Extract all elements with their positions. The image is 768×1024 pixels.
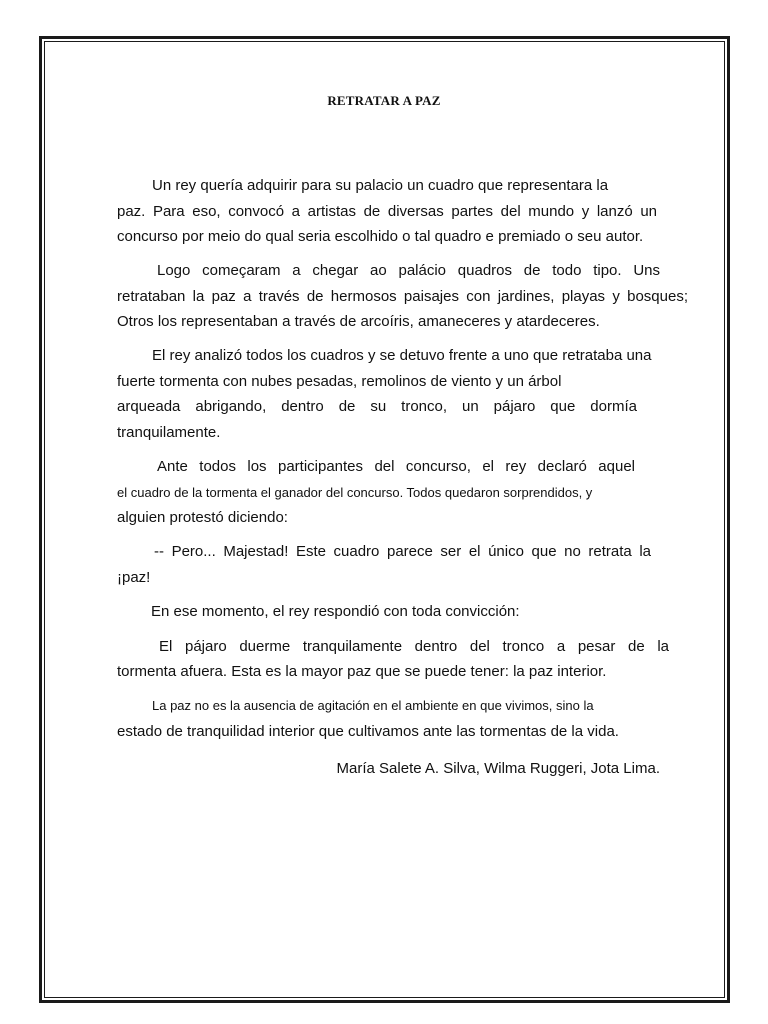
text-line: Un rey quería adquirir para su palacio un cuadro que representara la <box>152 177 609 194</box>
text-line: el cuadro de la tormenta el ganador del concurso. Todos quedaron sorprendidos, y <box>117 485 593 500</box>
text-line: tormenta afuera. Esta es la mayor paz que se puede tener: la paz interior. <box>117 663 607 680</box>
text-line: retrataban la paz a través de hermosos paisajes con jardines, playas y bosques; <box>117 288 688 305</box>
text-line: arqueada abrigando, dentro de su tronco, un pájaro que dormía <box>117 398 637 415</box>
text-line: En ese momento, el rey respondió con toda convicción: <box>151 603 520 620</box>
text-line: concurso por meio do qual seria escolhido o tal quadro e premiado o seu autor. <box>117 228 644 245</box>
text-line: -- Pero... Majestad! Este cuadro parece ser el único que no retrata la <box>154 543 651 560</box>
text-line: tranquilamente. <box>117 424 221 441</box>
text-line: alguien protestó diciendo: <box>117 509 288 526</box>
text-line: paz. Para eso, convocó a artistas de diversas partes del mundo y lanzó un <box>117 203 657 220</box>
signature: María Salete A. Silva, Wilma Ruggeri, Jota Lima. <box>336 760 660 777</box>
text-line: ¡paz! <box>117 569 151 586</box>
text-line: Ante todos los participantes del concurso, el rey declaró aquel <box>157 458 635 475</box>
text-line: estado de tranquilidad interior que cultivamos ante las tormentas de la vida. <box>117 723 619 740</box>
text-line: fuerte tormenta con nubes pesadas, remolinos de viento y un árbol <box>117 373 562 390</box>
text-line: La paz no es la ausencia de agitación en el ambiente en que vivimos, sino la <box>152 698 594 713</box>
text-line: El rey analizó todos los cuadros y se detuvo frente a uno que retrataba una <box>152 347 652 364</box>
text-line: Otros los representaban a través de arcoíris, amaneceres y atardeceres. <box>117 313 600 330</box>
document-title: RETRATAR A PAZ <box>327 93 441 108</box>
text-line: El pájaro duerme tranquilamente dentro del tronco a pesar de la <box>159 638 669 655</box>
text-line: Logo começaram a chegar ao palácio quadros de todo tipo. Uns <box>157 262 660 279</box>
